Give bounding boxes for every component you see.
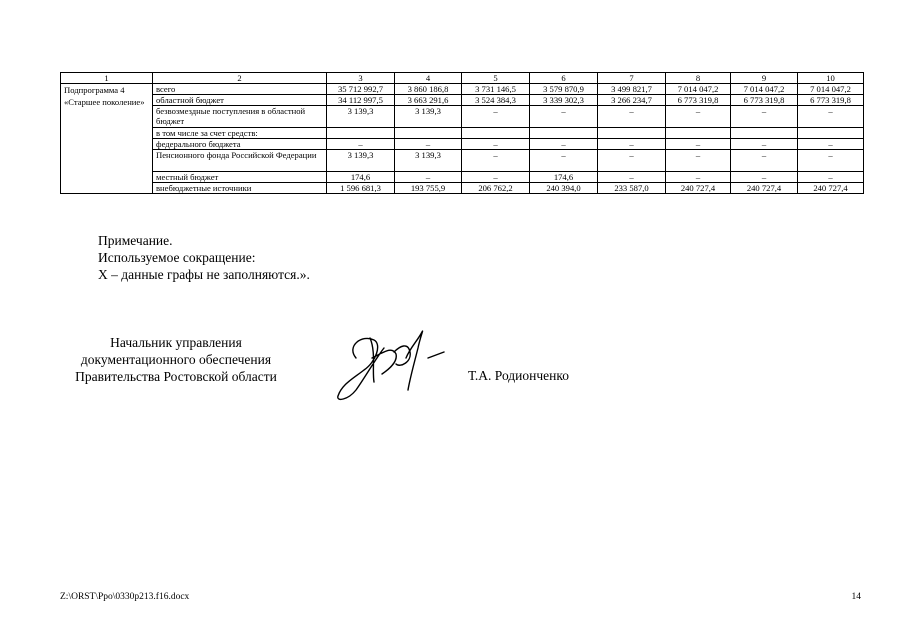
program-label: Подпрограмма 4 «Старшее поколение» [61,84,153,194]
value-cell: – [598,139,666,150]
value-cell: 3 266 234,7 [598,95,666,106]
header-cell: 5 [462,73,530,84]
row-label: безвозмездные поступления в областной бюджет [153,106,327,128]
value-cell: – [462,172,530,183]
value-cell: 3 524 384,3 [462,95,530,106]
value-cell [666,128,731,139]
row-label: местный бюджет [153,172,327,183]
header-cell: 2 [153,73,327,84]
value-cell: – [798,139,864,150]
row-label: всего [153,84,327,95]
value-cell: 7 014 047,2 [731,84,798,95]
value-cell: 6 773 319,8 [798,95,864,106]
value-cell: – [666,139,731,150]
value-cell: 34 112 997,5 [327,95,395,106]
header-cell: 6 [530,73,598,84]
position-line-1: Начальник управления [110,335,242,350]
value-cell: 3 139,3 [395,106,462,128]
value-cell: 240 394,0 [530,183,598,194]
value-cell: – [731,150,798,172]
value-cell: 240 727,4 [666,183,731,194]
note-abbreviation-heading: Используемое сокращение: [98,250,256,265]
value-cell: 3 139,3 [327,106,395,128]
header-cell: 9 [731,73,798,84]
position-line-2: документационного обеспечения [80,352,272,367]
value-cell: 7 014 047,2 [798,84,864,95]
value-cell: – [798,172,864,183]
value-cell [530,128,598,139]
position-line-3: Правительства Ростовской области [75,369,277,384]
row-label: в том числе за счет средств: [153,128,327,139]
value-cell: – [798,150,864,172]
value-cell [598,128,666,139]
value-cell: 233 587,0 [598,183,666,194]
value-cell: 174,6 [530,172,598,183]
value-cell: – [598,150,666,172]
value-cell: – [462,106,530,128]
table-row [61,106,864,128]
table-row [61,84,864,95]
header-cell: 7 [598,73,666,84]
value-cell: – [395,172,462,183]
budget-table [60,72,864,194]
value-cell: – [598,106,666,128]
value-cell: – [530,150,598,172]
value-cell: 3 499 821,7 [598,84,666,95]
value-cell: 1 596 681,3 [327,183,395,194]
value-cell: 240 727,4 [798,183,864,194]
value-cell: 6 773 319,8 [666,95,731,106]
value-cell: 3 731 146,5 [462,84,530,95]
value-cell: 193 755,9 [395,183,462,194]
note-title: Примечание. [98,233,173,248]
value-cell: 240 727,4 [731,183,798,194]
value-cell: 3 339 302,3 [530,95,598,106]
value-cell [395,128,462,139]
value-cell: 3 579 870,9 [530,84,598,95]
value-cell: 35 712 992,7 [327,84,395,95]
value-cell: – [462,150,530,172]
note-abbreviation: Х – данные графы не заполняются.». [98,267,310,282]
table-row [61,95,864,106]
value-cell: – [530,106,598,128]
header-cell: 10 [798,73,864,84]
value-cell: – [530,139,598,150]
signer-name: Т.А. Родионченко [468,368,569,383]
header-cell: 1 [61,73,153,84]
value-cell [462,128,530,139]
value-cell: – [731,172,798,183]
table-body [61,84,864,194]
row-label: федерального бюджета [153,139,327,150]
table-row [61,150,864,172]
signatory-position [60,334,292,385]
value-cell: 6 773 319,8 [731,95,798,106]
note-section [98,232,310,283]
value-cell: 3 139,3 [327,150,395,172]
table-row [61,128,864,139]
value-cell: – [666,106,731,128]
value-cell: 3 139,3 [395,150,462,172]
table-row [61,139,864,150]
value-cell: – [666,150,731,172]
header-cell: 4 [395,73,462,84]
value-cell: 174,6 [327,172,395,183]
value-cell: – [666,172,731,183]
value-cell: – [395,139,462,150]
value-cell: 3 663 291,6 [395,95,462,106]
table-row [61,172,864,183]
value-cell [798,128,864,139]
table-row [61,183,864,194]
value-cell: 7 014 047,2 [666,84,731,95]
value-cell [327,128,395,139]
value-cell [731,128,798,139]
row-label: областной бюджет [153,95,327,106]
page-number: 14 [851,592,861,602]
value-cell: – [731,106,798,128]
value-cell: 206 762,2 [462,183,530,194]
row-label: Пенсионного фонда Российской Федерации [153,150,327,172]
value-cell: – [731,139,798,150]
table-header-row [61,73,864,84]
value-cell: – [327,139,395,150]
value-cell: – [598,172,666,183]
file-path: Z:\ORST\Ppo\0330p213.f16.docx [60,592,190,602]
value-cell: – [798,106,864,128]
handwritten-signature [332,318,448,404]
value-cell: – [462,139,530,150]
value-cell: 3 860 186,8 [395,84,462,95]
header-cell: 8 [666,73,731,84]
header-cell: 3 [327,73,395,84]
row-label: внебюджетные источники [153,183,327,194]
